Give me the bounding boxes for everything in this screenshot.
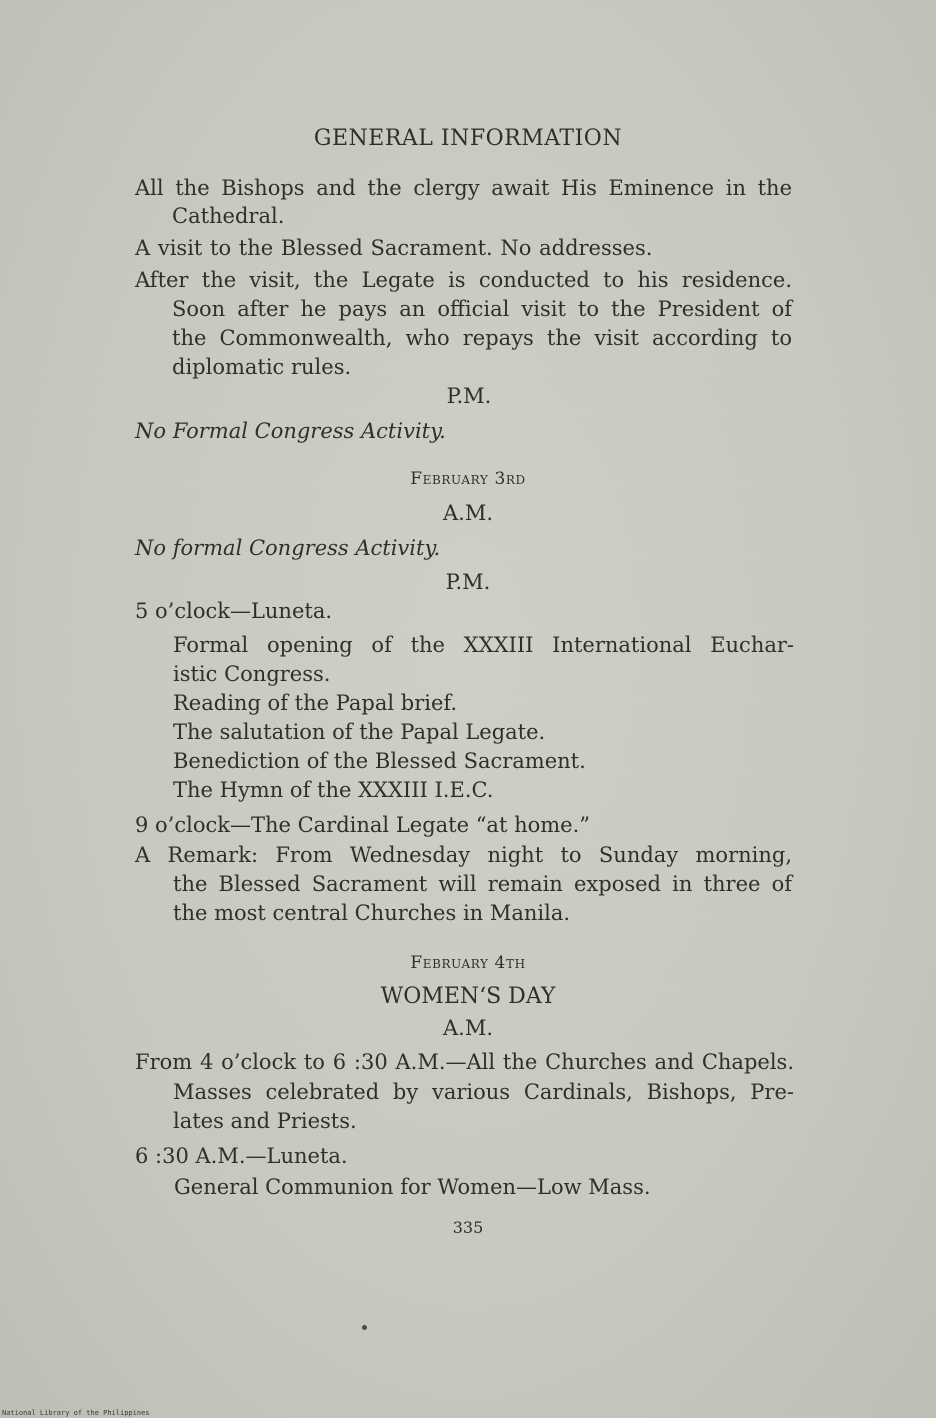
- text-line-italic: No formal Congress Activity.: [135, 536, 441, 560]
- text-line-italic: No Formal Congress Activity.: [135, 419, 446, 443]
- page-number: 335: [452, 1218, 484, 1237]
- text-line: lates and Priests.: [173, 1109, 357, 1133]
- paper-speck: [362, 1325, 367, 1330]
- text-line: the Blessed Sacrament will remain exposed in three of: [173, 872, 792, 896]
- text-line: After the visit, the Legate is conducted to his residence.: [135, 268, 792, 292]
- page-heading: GENERAL INFORMATION: [313, 126, 623, 151]
- text-line: diplomatic rules.: [172, 355, 352, 379]
- text-line: All the Bishops and the clergy await His Eminence in the: [135, 176, 792, 200]
- text-line: From 4 o’clock to 6 :30 A.M.—All the Churches and Chapels.: [135, 1050, 794, 1074]
- text-line: the Commonwealth, who repays the visit according to: [172, 326, 792, 350]
- time-label-am: A.M.: [442, 1016, 494, 1040]
- text-line: A visit to the Blessed Sacrament. No addresses.: [135, 236, 653, 260]
- text-line: 9 o’clock—The Cardinal Legate “at home.”: [135, 813, 590, 837]
- text-line: A Remark: From Wednesday night to Sunday morning,: [135, 843, 792, 867]
- text-line: The Hymn of the XXXIII I.E.C.: [173, 778, 494, 802]
- text-line: Benediction of the Blessed Sacrament.: [173, 749, 586, 773]
- text-line: Cathedral.: [172, 204, 285, 228]
- time-label-pm: P.M.: [445, 570, 491, 594]
- text-line: Formal opening of the XXXIII International Euchar-: [173, 633, 794, 657]
- text-line: 5 o’clock—Luneta.: [135, 599, 333, 623]
- library-footer: National Library of the Philippines: [2, 1409, 150, 1417]
- text-line: Reading of the Papal brief.: [173, 691, 458, 715]
- text-line: Soon after he pays an official visit to the President of: [172, 297, 792, 321]
- text-line: the most central Churches in Manila.: [173, 901, 571, 925]
- date-heading-feb-3: February 3rd: [410, 469, 526, 489]
- text-line: Masses celebrated by various Cardinals, Bishops, Pre-: [173, 1080, 794, 1104]
- time-label-am: A.M.: [442, 501, 494, 525]
- text-line: istic Congress.: [173, 662, 331, 686]
- text-line: The salutation of the Papal Legate.: [173, 720, 546, 744]
- day-heading: WOMEN‘S DAY: [380, 984, 556, 1009]
- text-line: General Communion for Women—Low Mass.: [174, 1175, 651, 1199]
- time-label-pm: P.M.: [446, 384, 492, 408]
- text-line: 6 :30 A.M.—Luneta.: [135, 1144, 348, 1168]
- date-heading-feb-4: February 4th: [410, 953, 526, 973]
